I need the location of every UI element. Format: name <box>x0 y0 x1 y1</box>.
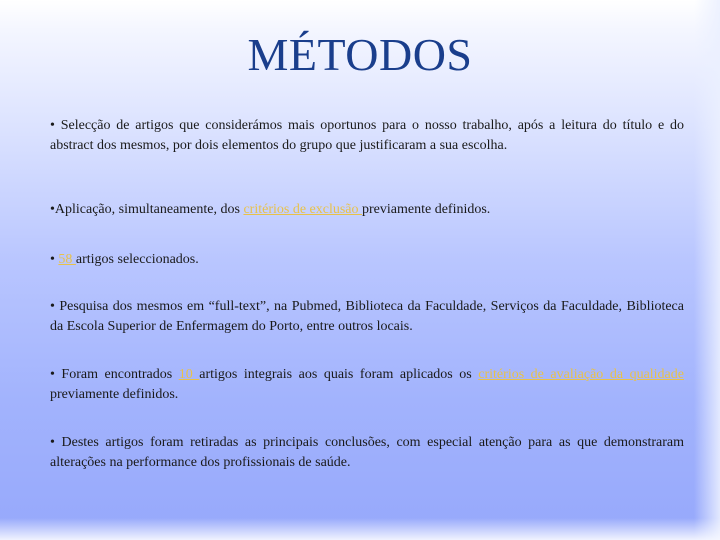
selected-count-link[interactable]: 58 <box>58 252 76 267</box>
paragraph-quality-prefix: • Foram encontrados <box>50 367 179 382</box>
paragraph-selected-count <box>50 250 684 270</box>
exclusion-criteria-link[interactable]: critérios de exclusão <box>243 202 363 217</box>
paragraph-quality-suffix: previamente definidos. <box>50 387 179 402</box>
quality-criteria-link[interactable]: critérios de avaliação da qualidade <box>478 367 684 382</box>
paragraph-exclusion-prefix: •Aplicação, simultaneamente, dos <box>50 202 244 217</box>
paragraph-fulltext-search <box>50 297 684 337</box>
paragraph-selected-suffix: artigos seleccionados. <box>75 252 199 267</box>
paragraph-selection-text: • Selecção de artigos que considerámos mais oportunos para o nosso trabalho, após a leitura do título e do abstract dos mesmos, por dois elementos do grupo que justificaram a sua escolha. <box>50 118 684 153</box>
slide-bottom-edge-glow <box>0 518 720 540</box>
paragraph-conclusions <box>50 433 684 473</box>
slide-title: MÉTODOS <box>247 29 473 80</box>
paragraph-quality-middle: artigos integrais aos quais foram aplicados os <box>199 367 479 382</box>
paragraph-selection <box>50 116 684 156</box>
paragraph-selected-prefix: • <box>50 252 59 267</box>
found-count-link[interactable]: 10 <box>178 367 200 382</box>
slide-right-edge-glow <box>694 0 720 540</box>
paragraph-exclusion-suffix: previamente definidos. <box>362 202 491 217</box>
paragraph-quality-criteria <box>50 365 684 405</box>
paragraph-fulltext-text: • Pesquisa dos mesmos em “full-text”, na Pubmed, Biblioteca da Faculdade, Serviços da Faculdade, Biblioteca da Escola Superior de Enfermagem do Porto, entre outros locais. <box>50 299 684 334</box>
paragraph-exclusion-criteria <box>50 200 684 220</box>
paragraph-conclusions-text: • Destes artigos foram retiradas as principais conclusões, com especial atenção para as que demonstraram alterações na performance dos profissionais de saúde. <box>50 435 684 470</box>
